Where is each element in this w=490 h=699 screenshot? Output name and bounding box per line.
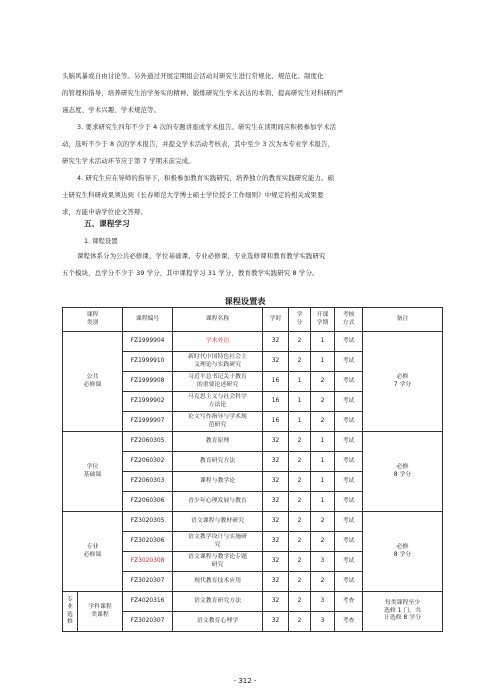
course-exam: 考试	[335, 392, 363, 412]
course-hours: 16	[263, 412, 289, 432]
course-code: FZ1999910	[123, 352, 173, 372]
note-cell: 必修 8 学分	[363, 512, 443, 592]
course-code: FZ1999904	[123, 332, 173, 352]
note-cell: 必修 7 学分	[363, 332, 443, 432]
course-credit: 2	[289, 612, 311, 632]
course-code: FZ1999902	[123, 392, 173, 412]
course-name: 论文写作指导与学术规 范研究	[173, 412, 263, 432]
course-name: 教育原理	[173, 432, 263, 452]
text-line: 士研究生科研成果须达到《长春师范大学博士硕士学位授予工作细则》中规定的相关成果要	[62, 191, 324, 199]
table-row	[63, 592, 443, 612]
course-code: FZ2060302	[123, 452, 173, 472]
course-hours: 32	[263, 472, 289, 492]
course-credit: 2	[289, 332, 311, 352]
course-code: FZ3020307	[123, 572, 173, 592]
course-name: 语文教育研究方法	[173, 592, 263, 612]
course-exam: 考试	[335, 372, 363, 392]
text-line: 谨态度、学术兴趣、学术规范等。	[62, 106, 161, 114]
course-credit: 2	[289, 472, 311, 492]
course-exam: 考试	[335, 452, 363, 472]
section-heading: 五、课程学习	[84, 219, 130, 228]
table-title: 课程设置表	[224, 296, 266, 306]
course-credit: 1	[289, 392, 311, 412]
header-note: 备注	[363, 308, 443, 332]
course-term: 2	[311, 572, 335, 592]
note-cell: 每类课程至少 选修 1 门，共 计选修 8 学分	[363, 592, 443, 632]
course-exam: 考试	[335, 552, 363, 572]
course-hours: 32	[263, 332, 289, 352]
course-name: 语文课程与教材研究	[173, 512, 263, 532]
item-3-paragraph	[62, 119, 434, 170]
course-term: 2	[311, 532, 335, 552]
page-number: - 312 -	[233, 677, 257, 685]
note-cell: 必修 8 学分	[363, 432, 443, 512]
course-code: FZ2060303	[123, 472, 173, 492]
course-name: 新时代中国特色社会主 义理论与实践研究	[173, 352, 263, 372]
course-credit: 2	[289, 572, 311, 592]
course-hours: 16	[263, 392, 289, 412]
course-exam: 考查	[335, 612, 363, 632]
course-term: 2	[311, 512, 335, 532]
course-name: 课程与教学论	[173, 472, 263, 492]
course-exam: 考试	[335, 412, 363, 432]
category-cell: 学位 基础课	[63, 432, 123, 512]
table-header-row	[63, 308, 443, 332]
course-term: 1	[311, 432, 335, 452]
header-credit: 学 分	[289, 308, 311, 332]
category-cell: 公共 必修课	[63, 332, 123, 432]
text-line: 五个模块，总学分不少于 39 学分，其中课程学习 31 学分，教育教学实践研究 8 学分。	[62, 269, 319, 277]
course-hours: 32	[263, 352, 289, 372]
course-name: 现代教育技术应用	[173, 572, 263, 592]
course-name: 学术外语	[173, 332, 263, 352]
course-name: 青少年心理发展与教育	[173, 492, 263, 512]
course-code: FZ2060306	[123, 492, 173, 512]
text-line: 4. 研究生应在导师的指导下，积极参加教育实践研究，培养独立的教育实践研究能力。硕	[77, 174, 335, 182]
course-exam: 考试	[335, 352, 363, 372]
course-code: FZ3020308	[123, 552, 173, 572]
table-row	[63, 332, 443, 352]
category-cell-elective: 专 业 选 修	[63, 592, 78, 632]
course-exam: 考试	[335, 332, 363, 352]
course-credit: 2	[289, 432, 311, 452]
item-4-paragraph	[62, 170, 434, 221]
category-cell: 专业 必修课	[63, 512, 123, 592]
text-line: 3. 要求研究生四年不少于 4 次的专题讲座或学术报告。研究生在读期间应积极参加学术活	[77, 123, 337, 131]
course-hours: 32	[263, 592, 289, 612]
subcategory-cell: 学科课程 类课程	[78, 592, 123, 632]
course-term: 3	[311, 592, 335, 612]
course-credit: 2	[289, 492, 311, 512]
header-exam: 考核 方式	[335, 308, 363, 332]
text-line: 头脑风暴或自由讨论等。另外通过开展定期组会活动对研究生进行常规化、规范化、制度化	[62, 72, 324, 80]
header-name: 课程名称	[173, 308, 263, 332]
header-category: 课程 类别	[63, 308, 123, 332]
subsection-heading: 1. 课程设置	[84, 237, 118, 245]
course-code: FZ4020316	[123, 592, 173, 612]
intro-paragraph	[62, 68, 434, 119]
text-line: 的管理和指导，培养研究生治学务实的精神、锻炼研究生学术表达的本领、提高研究生对科研的严	[62, 89, 344, 97]
course-credit: 2	[289, 512, 311, 532]
course-code: FZ3020305	[123, 512, 173, 532]
course-table	[62, 307, 443, 632]
course-name: 习近平总书记关于教育 的重要论述研究	[173, 372, 263, 392]
course-credit: 1	[289, 412, 311, 432]
course-code: FZ1999908	[123, 372, 173, 392]
course-name: 马克思主义与社会科学 方法论	[173, 392, 263, 412]
course-credit: 1	[289, 372, 311, 392]
course-name: 语文教育心理学	[173, 612, 263, 632]
course-hours: 32	[263, 552, 289, 572]
course-code: FZ3020307	[123, 612, 173, 632]
course-code: FZ2060305	[123, 432, 173, 452]
course-hours: 32	[263, 452, 289, 472]
course-term: 1	[311, 492, 335, 512]
text-line: 研究生学术活动环节应于第 7 学期末前完成。	[62, 157, 195, 165]
course-code: FZ1999907	[123, 412, 173, 432]
course-exam: 考查	[335, 592, 363, 612]
text-line: 动，选听不少于 8 次的学术报告，并提交学术活动考核表，其中至少 3 次为本专业学术报告，	[62, 140, 335, 148]
course-term: 3	[311, 552, 335, 572]
course-name: 教育研究方法	[173, 452, 263, 472]
header-code: 课程编号	[123, 308, 173, 332]
table-row	[63, 512, 443, 532]
course-credit: 2	[289, 352, 311, 372]
course-hours: 32	[263, 572, 289, 592]
course-term: 3	[311, 612, 335, 632]
course-term: 1	[311, 472, 335, 492]
text-line: 求，方能申请学位论文答辩。	[62, 208, 148, 216]
course-credit: 2	[289, 592, 311, 612]
course-term: 1	[311, 452, 335, 472]
table-row	[63, 432, 443, 452]
course-code: FZ3020306	[123, 532, 173, 552]
course-hours: 16	[263, 372, 289, 392]
course-exam: 考试	[335, 532, 363, 552]
course-exam: 考试	[335, 572, 363, 592]
course-term: 2	[311, 412, 335, 432]
course-exam: 考试	[335, 512, 363, 532]
header-term: 开课 学期	[311, 308, 335, 332]
course-hours: 32	[263, 432, 289, 452]
header-hours: 学时	[263, 308, 289, 332]
course-credit: 2	[289, 552, 311, 572]
course-intro-paragraph	[62, 248, 434, 282]
course-term: 2	[311, 372, 335, 392]
course-credit: 2	[289, 532, 311, 552]
course-name: 语文教学设计与实施研 究	[173, 532, 263, 552]
course-term: 2	[311, 392, 335, 412]
course-name: 语文课程与教学论专题 研究	[173, 552, 263, 572]
course-hours: 32	[263, 512, 289, 532]
course-exam: 考试	[335, 492, 363, 512]
course-term: 1	[311, 352, 335, 372]
course-hours: 32	[263, 612, 289, 632]
course-exam: 考试	[335, 472, 363, 492]
course-hours: 32	[263, 532, 289, 552]
text-line: 课程体系分为公共必修课、学位基础课、专业必修课、专业选修课和教育教学实践研究	[77, 252, 326, 260]
course-exam: 考试	[335, 432, 363, 452]
course-credit: 2	[289, 452, 311, 472]
course-hours: 32	[263, 492, 289, 512]
course-term: 1	[311, 332, 335, 352]
